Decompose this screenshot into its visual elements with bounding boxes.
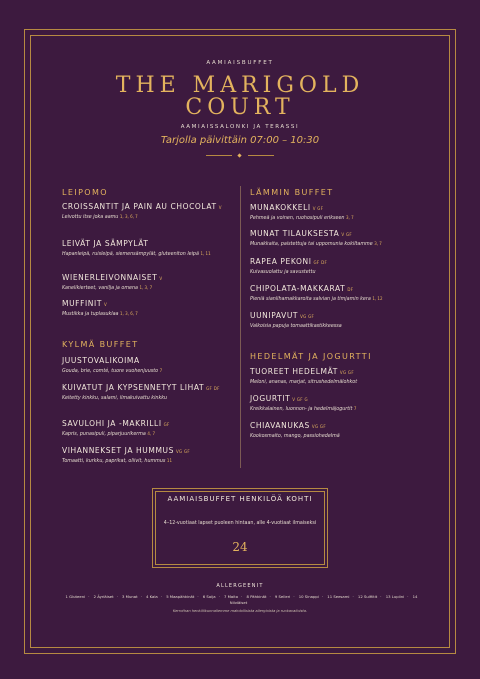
allergen-codes: 7 [159,368,163,373]
allergen-entry: 14 Nilviäiset [229,594,418,605]
allergen-codes: 1, 12 [372,296,383,301]
dietary-tags: V [218,205,222,210]
section-title-cold-buffet: KYLMÄ BUFFET [62,340,139,349]
item-description: Kookosmaito, mango, passiohedelmä [250,434,340,439]
dietary-tags: V GF [312,206,324,211]
allergen-codes: 1, 3, 7 [139,285,153,290]
allergens-note: Kerrothan henkilökunnallemme mahdollisista allergioista ja ruokavalioista. [172,609,308,613]
item-description: Keitetty kinkku, salami, ilmakuivattu kinkku [62,396,168,401]
menu-item [62,383,244,402]
menu-item [250,367,432,386]
dietary-tags: V GF G [292,397,308,402]
allergen-codes: 11 [166,458,173,463]
item-description: Munakkaita, paistettuja tai uppomunia kokiltamme 3, 7 [250,241,382,247]
allergens-list: 1 Gluteeni · 2 Äyriäiset · 3 Munat · 4 Kala · 5 Maapähkinät · 6 Soija · 7 Maito · 8 Pähkinät · 9 Selleri · 10 Sinappi · 11 Seesami · 12 Sulfiitit · 13 Lupiini · 14 Nilviäiset [65,594,418,605]
dietary-tags: GF [163,422,170,427]
allergen-codes: 4, 7 [147,431,156,436]
item-name: CHIAVANUKAS VG GF [250,421,326,430]
allergen-entry: 7 Maito [224,594,239,599]
item-name: KUIVATUT JA KYPSENNETYT LIHAT GF DF [62,383,220,392]
dietary-tags: VG GF [339,370,354,375]
allergen-codes: 3, 7 [346,215,354,220]
item-name: JUUSTOVALIKOIMA [62,356,140,365]
item-name: CROISSANTIT JA PAIN AU CHOCOLAT V [62,202,222,211]
item-name: TUOREET HEDELMÄT VG GF [250,367,354,376]
dietary-tags: V [159,276,163,281]
item-description: Mustikka ja tuplasuklaa 1, 3, 6, 7 [62,311,138,317]
allergen-entry: 8 Pähkinät [246,594,267,599]
item-description: Kreikkalainen, luonnon- ja hedelmäjogurtit 7 [250,406,357,412]
menu-item [250,257,432,276]
item-name: UUNIPAVUT VG GF [250,311,315,320]
allergen-entry: 4 Kala [146,594,158,599]
item-name: CHIPOLATA-MAKKARAT DF [250,284,354,293]
dietary-tags: GF DF [206,386,220,391]
item-description: Hapanleipä, ruisleipä, siemensämpylät, gluteeniton leipä 1, 11 [62,251,211,257]
allergen-entry: 11 Seesami [327,594,350,599]
allergen-codes: 1, 11 [200,251,211,256]
dietary-tags: VG GF [300,314,315,319]
allergen-codes: 1, 3, 6, 7 [120,311,138,316]
section-title-fruit-yogurt: HEDELMÄT JA JOGURTTI [250,352,372,361]
item-name: LEIVÄT JA SÄMPYLÄT [62,239,149,248]
dietary-tags: VG GF [175,449,190,454]
title-line-1: THE MARIGOLD [115,73,365,98]
eyebrow-label: AAMIAISBUFFET [206,60,274,66]
item-description: Gouda, brie, comté, tuore vuohenjuusto 7 [62,368,163,374]
item-description: Valkoisia papuja tomaattikastikkeessa [250,324,342,329]
allergen-entry: 9 Selleri [274,594,291,599]
item-description: Leivottu itse joka aamu 1, 3, 6, 7 [62,214,138,220]
allergen-entry: 3 Munat [122,594,138,599]
menu-item [62,446,244,465]
menu-item [62,202,244,221]
allergen-entry: 1 Gluteeni [65,594,86,599]
allergen-codes: 1, 3, 6, 7 [119,214,138,219]
allergen-entry: 13 Lupiini [385,594,405,599]
menu-item [250,284,432,303]
item-description: Pehmeä ja voinen, ruohosipuli erikseen 3, 7 [250,215,354,221]
item-description: Kanelikierteet, vanilja ja omena 1, 3, 7 [62,285,153,291]
price-value: 24 [232,540,248,554]
item-name: MUNAKOKKELI V GF [250,203,324,212]
item-name: WIENERLEIVONNAISET V [62,273,163,282]
price-box-note: 4–12-vuotiaat lapset puoleen hintaan, alle 4-vuotiaat ilmaiseksi [163,521,317,526]
allergen-codes: 3, 7 [374,241,382,246]
menu-item [62,356,244,375]
allergen-entry: 5 Maapähkinät [166,594,195,599]
dietary-tags: GF DF [313,260,328,265]
price-box-title: AAMIAISBUFFET HENKILÖÄ KOHTI [167,495,313,503]
allergen-entry: 6 Soija [202,594,216,599]
allergen-entry: 2 Äyriäiset [93,594,114,599]
menu-item [62,299,244,318]
item-name: MUFFINIT V [62,299,108,308]
section-title-bakery: LEIPOMO [62,188,108,197]
title-line-2: COURT [185,95,295,120]
menu-item [62,419,244,438]
menu-item [62,239,244,258]
menu-item [250,311,432,330]
allergen-entry: 12 Sulfiitit [357,594,378,599]
dietary-tags: DF [347,287,354,292]
serving-hours: Tarjolla päivittäin 07:00 – 10:30 [160,135,320,146]
item-description: Meloni, ananas, marjat, sitrushedelmälohkot [250,380,358,385]
allergen-entry: 10 Sinappi [298,594,319,599]
dietary-tags: V GF [341,232,352,237]
item-description: Kuivasuolattu ja savustettu [250,270,316,275]
menu-item [250,394,432,413]
item-name: MUNAT TILAUKSESTA V GF [250,229,352,238]
item-name: JOGURTIT V GF G [250,394,308,403]
menu-item [250,421,432,440]
menu-item [250,203,432,222]
allergens-heading: ALLERGEENIT [216,583,264,589]
section-title-hot-buffet: LÄMMIN BUFFET [250,188,334,197]
menu-item [250,229,432,248]
dietary-tags: VG GF [311,424,326,429]
subtitle: AAMIAISSALONKI JA TERASSI [180,124,300,130]
dietary-tags: V [104,302,108,307]
menu-item [62,273,244,292]
item-name: VIHANNEKSET JA HUMMUS VG GF [62,446,190,455]
ornament-divider [206,155,274,157]
item-description: Tomaatti, kurkku, paprikat, oliivit, hummus 11 [62,458,173,464]
item-description: Kapris, punasipuli, piparjuurikerma 4, 7 [62,431,156,437]
item-name: SAVULOHI JA -MAKRILLI GF [62,419,170,428]
item-description: Pieniä sianlihamakkaroita salvian ja timjamin kera 1, 12 [250,296,383,302]
allergen-codes: 7 [353,406,357,411]
item-name: RAPEA PEKONI GF DF [250,257,328,266]
